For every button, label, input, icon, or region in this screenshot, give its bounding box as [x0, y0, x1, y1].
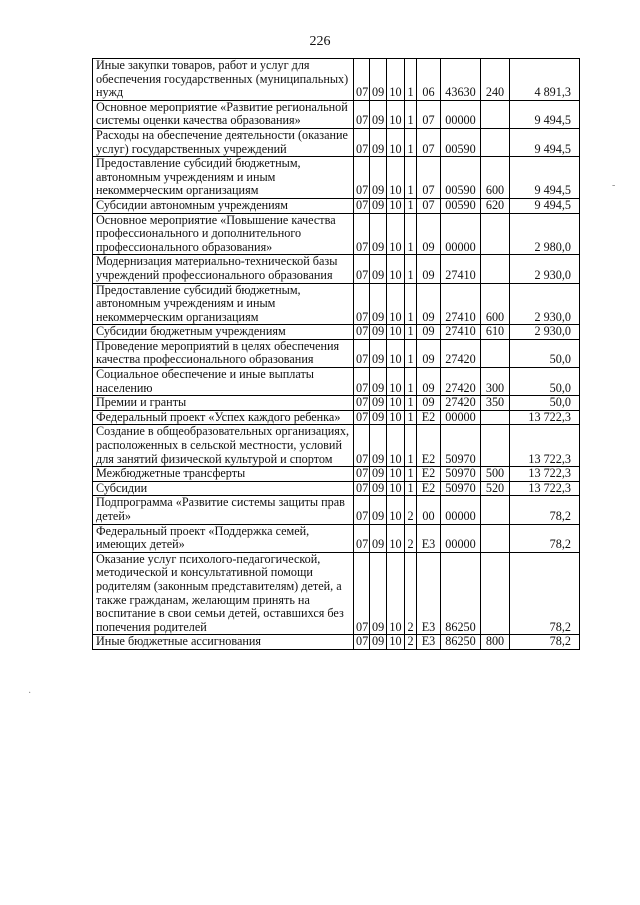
table-row — [93, 283, 580, 325]
row-expense-type: 610 — [481, 325, 510, 340]
row-amount: 9 494,5 — [510, 128, 580, 156]
row-direction-code: 27410 — [441, 325, 481, 340]
row-expense-type — [481, 552, 510, 635]
row-subprogram: 1 — [405, 128, 417, 156]
row-subsection: 09 — [370, 157, 387, 199]
row-subsection: 09 — [370, 396, 387, 411]
row-subsection: 09 — [370, 100, 387, 128]
row-expense-type — [481, 425, 510, 467]
table-row — [93, 59, 580, 101]
row-activity: E2 — [417, 481, 441, 496]
row-activity: 09 — [417, 396, 441, 411]
row-direction-code: 86250 — [441, 552, 481, 635]
table-row — [93, 198, 580, 213]
row-subsection: 09 — [370, 467, 387, 482]
row-subprogram: 1 — [405, 283, 417, 325]
row-section: 07 — [354, 59, 370, 101]
table-row — [93, 128, 580, 156]
row-expense-type — [481, 410, 510, 425]
row-name: Предоставление субсидий бюджетным, автономным учреждениям и иным некоммерческим организациям — [93, 283, 354, 325]
row-subsection: 09 — [370, 524, 387, 552]
row-activity: 07 — [417, 157, 441, 199]
row-activity: E2 — [417, 467, 441, 482]
row-amount: 2 930,0 — [510, 255, 580, 283]
table-row — [93, 552, 580, 635]
row-subsection: 09 — [370, 213, 387, 255]
table-row — [93, 157, 580, 199]
table-row — [93, 213, 580, 255]
row-section: 07 — [354, 396, 370, 411]
row-expense-type: 300 — [481, 368, 510, 396]
row-expense-type: 800 — [481, 635, 510, 650]
row-direction-code: 86250 — [441, 635, 481, 650]
row-expense-type: 600 — [481, 157, 510, 199]
row-subprogram: 1 — [405, 339, 417, 367]
row-activity: 07 — [417, 100, 441, 128]
row-program: 10 — [387, 255, 405, 283]
row-name: Федеральный проект «Успех каждого ребенка» — [93, 410, 354, 425]
row-program: 10 — [387, 339, 405, 367]
row-name: Субсидии — [93, 481, 354, 496]
row-amount: 2 980,0 — [510, 213, 580, 255]
row-name: Основное мероприятие «Повышение качества профессионального и дополнительного профессионального образования» — [93, 213, 354, 255]
row-direction-code: 50970 — [441, 425, 481, 467]
row-program: 10 — [387, 325, 405, 340]
table-row — [93, 481, 580, 496]
row-direction-code: 00590 — [441, 128, 481, 156]
budget-table-body — [93, 59, 580, 650]
row-subsection: 09 — [370, 339, 387, 367]
row-section: 07 — [354, 368, 370, 396]
row-subprogram: 1 — [405, 198, 417, 213]
row-section: 07 — [354, 481, 370, 496]
row-subprogram: 1 — [405, 213, 417, 255]
row-section: 07 — [354, 524, 370, 552]
row-program: 10 — [387, 368, 405, 396]
table-row — [93, 425, 580, 467]
row-subsection: 09 — [370, 255, 387, 283]
row-amount: 78,2 — [510, 635, 580, 650]
row-subprogram: 1 — [405, 425, 417, 467]
row-name: Федеральный проект «Поддержка семей, имеющих детей» — [93, 524, 354, 552]
row-section: 07 — [354, 467, 370, 482]
row-amount: 9 494,5 — [510, 157, 580, 199]
row-program: 10 — [387, 524, 405, 552]
row-section: 07 — [354, 410, 370, 425]
table-row — [93, 467, 580, 482]
row-direction-code: 27410 — [441, 255, 481, 283]
row-expense-type — [481, 496, 510, 524]
row-amount: 78,2 — [510, 496, 580, 524]
row-program: 10 — [387, 198, 405, 213]
row-activity: 09 — [417, 213, 441, 255]
row-name: Предоставление субсидий бюджетным, автономным учреждениям и иным некоммерческим организациям — [93, 157, 354, 199]
row-subprogram: 2 — [405, 496, 417, 524]
row-direction-code: 50970 — [441, 481, 481, 496]
row-expense-type: 620 — [481, 198, 510, 213]
row-direction-code: 00000 — [441, 496, 481, 524]
row-subsection: 09 — [370, 368, 387, 396]
row-amount: 78,2 — [510, 524, 580, 552]
row-subprogram: 1 — [405, 100, 417, 128]
row-program: 10 — [387, 410, 405, 425]
row-expense-type — [481, 128, 510, 156]
row-direction-code: 27410 — [441, 283, 481, 325]
row-amount: 4 891,3 — [510, 59, 580, 101]
row-section: 07 — [354, 128, 370, 156]
table-row — [93, 339, 580, 367]
scan-mark: - — [612, 180, 616, 191]
row-expense-type: 500 — [481, 467, 510, 482]
row-amount: 78,2 — [510, 552, 580, 635]
row-section: 07 — [354, 635, 370, 650]
row-program: 10 — [387, 59, 405, 101]
table-row — [93, 368, 580, 396]
row-program: 10 — [387, 213, 405, 255]
row-subprogram: 2 — [405, 552, 417, 635]
row-subprogram: 1 — [405, 410, 417, 425]
row-program: 10 — [387, 396, 405, 411]
row-amount: 13 722,3 — [510, 425, 580, 467]
row-amount: 2 930,0 — [510, 325, 580, 340]
row-activity: 06 — [417, 59, 441, 101]
row-subprogram: 1 — [405, 368, 417, 396]
row-program: 10 — [387, 481, 405, 496]
row-name: Расходы на обеспечение деятельности (оказание услуг) государственных учреждений — [93, 128, 354, 156]
row-expense-type — [481, 255, 510, 283]
row-subprogram: 1 — [405, 396, 417, 411]
row-name: Межбюджетные трансферты — [93, 467, 354, 482]
row-activity: 00 — [417, 496, 441, 524]
row-expense-type — [481, 524, 510, 552]
row-subsection: 09 — [370, 59, 387, 101]
row-activity: 09 — [417, 368, 441, 396]
row-subsection: 09 — [370, 496, 387, 524]
row-expense-type: 240 — [481, 59, 510, 101]
row-amount: 50,0 — [510, 396, 580, 411]
row-program: 10 — [387, 496, 405, 524]
row-activity: 09 — [417, 283, 441, 325]
row-name: Премии и гранты — [93, 396, 354, 411]
row-activity: 07 — [417, 198, 441, 213]
row-name: Иные закупки товаров, работ и услуг для обеспечения государственных (муниципальных) нужд — [93, 59, 354, 101]
row-subsection: 09 — [370, 481, 387, 496]
row-activity: E3 — [417, 524, 441, 552]
row-subsection: 09 — [370, 425, 387, 467]
row-subprogram: 1 — [405, 157, 417, 199]
row-direction-code: 00000 — [441, 524, 481, 552]
row-direction-code: 27420 — [441, 368, 481, 396]
row-section: 07 — [354, 198, 370, 213]
row-name: Субсидии автономным учреждениям — [93, 198, 354, 213]
row-subprogram: 2 — [405, 635, 417, 650]
row-expense-type — [481, 339, 510, 367]
budget-table — [92, 58, 580, 650]
row-amount: 13 722,3 — [510, 481, 580, 496]
row-amount: 9 494,5 — [510, 198, 580, 213]
table-row — [93, 496, 580, 524]
row-subsection: 09 — [370, 325, 387, 340]
row-activity: E2 — [417, 410, 441, 425]
scan-mark: · — [28, 688, 32, 699]
row-name: Иные бюджетные ассигнования — [93, 635, 354, 650]
row-direction-code: 00000 — [441, 410, 481, 425]
row-direction-code: 00000 — [441, 213, 481, 255]
row-subsection: 09 — [370, 635, 387, 650]
row-activity: 09 — [417, 339, 441, 367]
table-row — [93, 524, 580, 552]
row-activity: E2 — [417, 425, 441, 467]
row-direction-code: 00000 — [441, 100, 481, 128]
row-section: 07 — [354, 157, 370, 199]
row-name: Подпрограмма «Развитие системы защиты прав детей» — [93, 496, 354, 524]
row-section: 07 — [354, 213, 370, 255]
page-number: 226 — [309, 34, 331, 49]
row-section: 07 — [354, 255, 370, 283]
row-subprogram: 1 — [405, 255, 417, 283]
row-activity: 09 — [417, 255, 441, 283]
row-section: 07 — [354, 425, 370, 467]
row-subprogram: 1 — [405, 59, 417, 101]
row-program: 10 — [387, 552, 405, 635]
row-amount: 9 494,5 — [510, 100, 580, 128]
row-subsection: 09 — [370, 198, 387, 213]
row-section: 07 — [354, 325, 370, 340]
row-expense-type — [481, 213, 510, 255]
row-name: Модернизация материально-технической базы учреждений профессионального образования — [93, 255, 354, 283]
row-amount: 13 722,3 — [510, 410, 580, 425]
row-direction-code: 00590 — [441, 198, 481, 213]
row-name: Создание в общеобразовательных организациях, расположенных в сельской местности, условий для занятий физической культурой и спортом — [93, 425, 354, 467]
row-subsection: 09 — [370, 552, 387, 635]
row-direction-code: 00590 — [441, 157, 481, 199]
row-direction-code: 27420 — [441, 339, 481, 367]
table-row — [93, 325, 580, 340]
row-expense-type: 520 — [481, 481, 510, 496]
row-subprogram: 2 — [405, 524, 417, 552]
row-amount: 50,0 — [510, 368, 580, 396]
row-name: Социальное обеспечение и иные выплаты населению — [93, 368, 354, 396]
row-program: 10 — [387, 128, 405, 156]
row-amount: 13 722,3 — [510, 467, 580, 482]
row-section: 07 — [354, 552, 370, 635]
row-program: 10 — [387, 467, 405, 482]
table-row — [93, 410, 580, 425]
row-program: 10 — [387, 157, 405, 199]
row-section: 07 — [354, 100, 370, 128]
row-section: 07 — [354, 496, 370, 524]
row-subsection: 09 — [370, 128, 387, 156]
row-amount: 2 930,0 — [510, 283, 580, 325]
table-row — [93, 255, 580, 283]
row-activity: 07 — [417, 128, 441, 156]
row-subprogram: 1 — [405, 481, 417, 496]
row-name: Оказание услуг психолого-педагогической, методической и консультативной помощи родителям (законным представителям) детей, а также гражданам, желающим принять на воспитание в свои семьи детей, оставшихся без попечения родителей — [93, 552, 354, 635]
row-subsection: 09 — [370, 410, 387, 425]
table-row — [93, 100, 580, 128]
table-row — [93, 396, 580, 411]
row-activity: E3 — [417, 552, 441, 635]
row-program: 10 — [387, 635, 405, 650]
row-program: 10 — [387, 425, 405, 467]
row-subsection: 09 — [370, 283, 387, 325]
row-name: Субсидии бюджетным учреждениям — [93, 325, 354, 340]
row-direction-code: 27420 — [441, 396, 481, 411]
row-program: 10 — [387, 283, 405, 325]
row-program: 10 — [387, 100, 405, 128]
row-subprogram: 1 — [405, 467, 417, 482]
row-section: 07 — [354, 339, 370, 367]
row-expense-type: 600 — [481, 283, 510, 325]
row-expense-type — [481, 100, 510, 128]
table-row — [93, 635, 580, 650]
row-name: Основное мероприятие «Развитие региональной системы оценки качества образования» — [93, 100, 354, 128]
row-activity: E3 — [417, 635, 441, 650]
row-direction-code: 43630 — [441, 59, 481, 101]
row-subprogram: 1 — [405, 325, 417, 340]
row-direction-code: 50970 — [441, 467, 481, 482]
row-activity: 09 — [417, 325, 441, 340]
row-expense-type: 350 — [481, 396, 510, 411]
row-section: 07 — [354, 283, 370, 325]
row-name: Проведение мероприятий в целях обеспечения качества профессионального образования — [93, 339, 354, 367]
row-amount: 50,0 — [510, 339, 580, 367]
